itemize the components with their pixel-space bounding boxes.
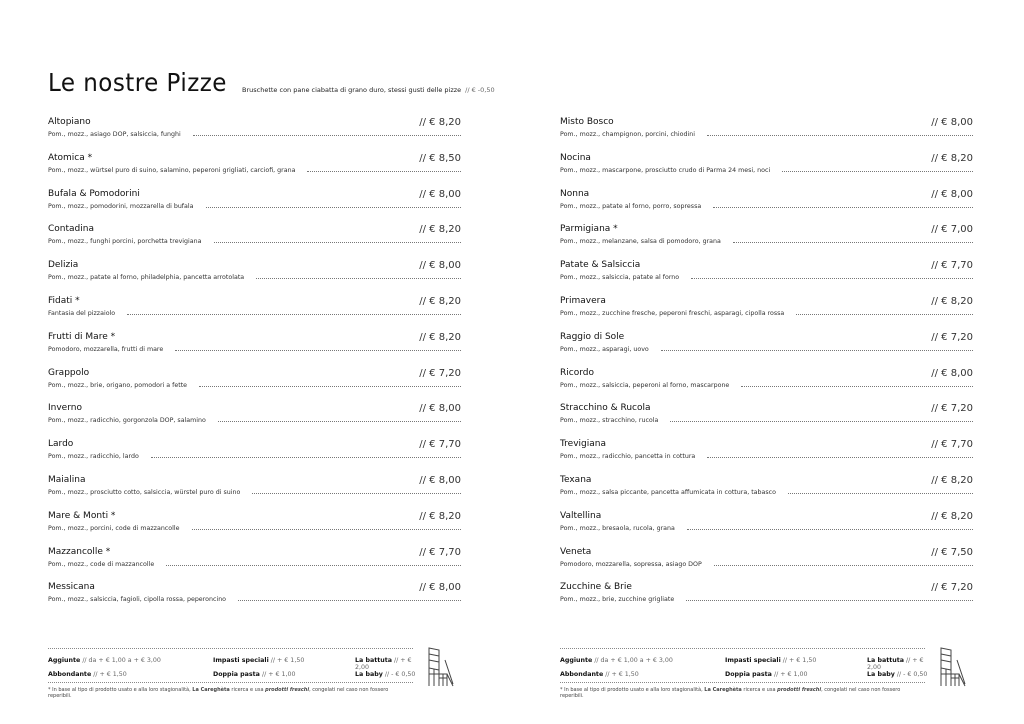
pizza-ingredients: Pom., mozz., radicchio, gorgonzola DOP, salamino: [48, 417, 206, 425]
pizza-price: // € 8,20: [419, 510, 461, 522]
pizza-price: // € 8,20: [419, 295, 461, 307]
pizza-price: // € 7,70: [931, 439, 973, 451]
pizza-price: // € 8,00: [419, 403, 461, 415]
pizza-ingredients: Pom., mozz., champignon, porcini, chiodini: [560, 131, 695, 138]
extra-label: La baby: [867, 671, 895, 678]
pizza-price: // € 8,20: [419, 117, 461, 128]
pizza-description-row: [560, 453, 973, 460]
dotted-leader: [796, 314, 973, 315]
pizza-name: Frutti di Mare *: [48, 331, 116, 342]
extra-item: [560, 657, 725, 671]
pizza-item: [560, 511, 973, 547]
pizza-ingredients: Pom., mozz., mascarpone, prosciutto crudo di Parma 24 mesi, noci: [560, 166, 771, 174]
extra-item: [355, 671, 425, 678]
pizza-item: [560, 117, 973, 153]
pizza-ingredients: Pom., mozz., melanzane, salsa di pomodoro, grana: [560, 238, 721, 246]
pizza-name: Fidati *: [48, 295, 80, 306]
pizza-name: Grappolo: [48, 367, 90, 378]
bruschette-note: [242, 86, 495, 94]
footnote-text: ricerca e usa: [229, 687, 266, 693]
pizza-name: Patate & Salsiccia: [560, 260, 641, 271]
extra-label: La battuta: [355, 657, 392, 664]
pizza-price: // € 7,70: [419, 546, 461, 558]
pizza-description-row: [560, 596, 973, 603]
pizza-price: // € 8,00: [419, 260, 461, 272]
pizza-description-row: [48, 167, 461, 174]
pizza-item: [560, 368, 973, 404]
pizza-item: [48, 260, 461, 296]
pizza-name: Messicana: [48, 582, 95, 593]
pizza-name: Atomica *: [48, 152, 93, 163]
extras-grid: [560, 649, 960, 682]
extra-item: [867, 671, 937, 678]
pizza-name: Altopiano: [48, 117, 91, 127]
dotted-leader: [199, 386, 461, 387]
pizza-ingredients: Pom., mozz., pomodorini, mozzarella di bufala: [48, 202, 194, 210]
dotted-leader: [151, 457, 461, 458]
pizza-item: [48, 117, 461, 153]
pizza-item: [48, 224, 461, 260]
pizza-name: Misto Bosco: [560, 117, 614, 127]
extra-label: Abbondante: [48, 671, 92, 678]
footnote-text: ricerca e usa: [741, 687, 778, 693]
extra-price: // da + € 1,00 a + € 3,00: [594, 657, 673, 664]
pizza-price: // € 7,20: [931, 403, 973, 415]
pizza-ingredients: Pomodoro, mozzarella, sopressa, asiago DOP: [560, 560, 702, 568]
pizza-description-row: [48, 131, 461, 138]
extra-item: [213, 657, 355, 671]
footnote-text: * In base al tipo di prodotto usato e alla loro stagionalità,: [48, 687, 193, 693]
dotted-leader: [691, 278, 973, 279]
pizza-price: // € 7,00: [931, 224, 973, 236]
extra-price: // + € 1,50: [270, 657, 305, 664]
pizza-description-row: [560, 489, 973, 496]
dotted-leader: [175, 350, 461, 351]
pizza-ingredients: Pom., mozz., prosciutto cotto, salsiccia, würstel puro di suino: [48, 488, 241, 496]
dotted-leader: [192, 529, 462, 530]
menu-column-left: [48, 117, 461, 618]
dotted-leader: [713, 207, 973, 208]
pizza-ingredients: Pom., mozz., radicchio, lardo: [48, 453, 139, 461]
dotted-leader: [686, 600, 973, 601]
dotted-leader: [238, 600, 461, 601]
footnote-text: , congelati nel caso non fossero reperibili.: [560, 687, 901, 699]
footnote-text: , congelati nel caso non fossero reperibili.: [48, 687, 389, 699]
pizza-name: Delizia: [48, 260, 79, 271]
pizza-name: Contadina: [48, 224, 94, 235]
pizza-ingredients: Pom., mozz., porcini, code di mazzancolle: [48, 524, 180, 532]
pizza-item: [560, 260, 973, 296]
dotted-leader: [166, 565, 461, 566]
pizza-description-row: [560, 525, 973, 532]
pizza-price: // € 8,20: [931, 474, 973, 486]
pizza-description-row: [48, 561, 461, 568]
extra-price: // + € 1,50: [605, 671, 639, 678]
chair-icon: [937, 646, 969, 688]
pizza-ingredients: Pom., mozz., asiago DOP, salsiccia, funghi: [48, 131, 181, 138]
extra-label: La baby: [355, 671, 383, 678]
pizza-description-row: [560, 382, 973, 389]
dotted-leader: [214, 242, 461, 243]
pizza-price: // € 7,20: [931, 582, 973, 594]
pizza-description-row: [560, 131, 973, 138]
pizza-item: [560, 296, 973, 332]
dotted-leader: [661, 350, 973, 351]
dotted-leader: [707, 457, 973, 458]
extra-price: // + € 1,00: [261, 671, 296, 678]
pizza-description-row: [48, 203, 461, 210]
pizza-price: // € 8,00: [419, 582, 461, 594]
chair-icon: [425, 646, 457, 688]
extra-price: // + € 1,50: [782, 657, 817, 664]
pizza-price: // € 8,20: [419, 224, 461, 236]
pizza-price: // € 8,00: [931, 188, 973, 200]
pizza-ingredients: Pom., mozz., salsiccia, patate al forno: [560, 274, 680, 282]
extra-item: [213, 671, 355, 678]
pizza-item: [48, 296, 461, 332]
pizza-price: // € 7,20: [419, 367, 461, 379]
pizza-ingredients: Pom., mozz., stracchino, rucola: [560, 417, 659, 425]
pizza-description-row: [48, 596, 461, 603]
dotted-leader: [256, 278, 461, 279]
pizza-item: [48, 403, 461, 439]
fresh-products: prodotti freschi: [265, 687, 310, 693]
extra-label: La battuta: [867, 657, 904, 664]
pizza-ingredients: Pom., mozz., salsiccia, peperoni al forno, mascarpone: [560, 381, 730, 389]
pizza-name: Veneta: [560, 546, 592, 557]
pizza-ingredients: Pom., mozz., salsa piccante, pancetta affumicata in cottura, tabasco: [560, 488, 776, 496]
dotted-leader: [127, 314, 461, 315]
pizza-price: // € 8,50: [419, 152, 461, 164]
extra-price: // + € 2,00: [355, 657, 412, 671]
pizza-item: [560, 547, 973, 583]
pizza-item: [48, 153, 461, 189]
extra-item: [725, 671, 867, 678]
extra-label: Abbondante: [560, 671, 604, 678]
pizza-description-row: [560, 346, 973, 353]
pizza-name: Bufala & Pomodorini: [48, 188, 140, 199]
pizza-ingredients: Pom., mozz., code di mazzancolle: [48, 560, 155, 568]
extra-item: [560, 671, 725, 678]
extra-price: // + € 1,50: [93, 671, 127, 678]
extra-label: Doppia pasta: [725, 671, 772, 678]
pizza-ingredients: Pom., mozz., brie, zucchine grigliate: [560, 596, 675, 604]
dotted-leader: [733, 242, 973, 243]
pizza-price: // € 8,20: [931, 510, 973, 522]
pizza-name: Lardo: [48, 439, 74, 450]
pizza-item: [48, 189, 461, 225]
extra-price: // - € 0,50: [896, 671, 928, 678]
pizza-item: [560, 332, 973, 368]
pizza-name: Zucchine & Brie: [560, 582, 632, 593]
pizza-item: [48, 582, 461, 618]
dotted-leader: [218, 421, 461, 422]
dotted-leader: [687, 529, 973, 530]
pizza-description-row: [560, 203, 973, 210]
pizza-item: [48, 332, 461, 368]
menu-column-right: [560, 117, 973, 618]
pizza-name: Parmigiana *: [560, 224, 618, 235]
page-title: Le nostre Pizze: [48, 68, 227, 97]
pizza-price: // € 7,70: [931, 260, 973, 272]
pizza-name: Nocina: [560, 152, 591, 163]
dotted-leader: [670, 421, 973, 422]
pizza-name: Inverno: [48, 403, 82, 414]
pizza-item: [560, 224, 973, 260]
pizza-item: [560, 475, 973, 511]
fresh-products: prodotti freschi: [777, 687, 822, 693]
pizza-item: [560, 403, 973, 439]
pizza-price: // € 8,00: [931, 117, 973, 128]
pizza-item: [560, 582, 973, 618]
dotted-leader: [193, 135, 461, 136]
pizza-price: // € 8,20: [419, 331, 461, 343]
pizza-price: // € 7,70: [419, 439, 461, 451]
pizza-ingredients: Pom., mozz., asparagi, uovo: [560, 345, 649, 353]
dotted-leader: [707, 135, 973, 136]
extra-item: [48, 671, 213, 678]
pizza-description-row: [560, 561, 973, 568]
pizza-item: [48, 475, 461, 511]
pizza-name: Valtellina: [560, 510, 602, 521]
footer-right: [560, 648, 960, 699]
extras-grid: [48, 649, 448, 682]
pizza-description-row: [48, 489, 461, 496]
pizza-name: Stracchino & Rucola: [560, 403, 651, 414]
pizza-name: Primavera: [560, 295, 606, 306]
pizza-name: Ricordo: [560, 367, 594, 378]
pizza-item: [48, 547, 461, 583]
pizza-description-row: [48, 417, 461, 424]
pizza-description-row: [560, 274, 973, 281]
dotted-leader: [782, 171, 973, 172]
pizza-item: [560, 153, 973, 189]
pizza-ingredients: Pom., mozz., würtsel puro di suino, salamino, peperoni grigliati, carciofi, grana: [48, 166, 296, 174]
pizza-price: // € 7,50: [931, 546, 973, 558]
pizza-description-row: [48, 382, 461, 389]
pizza-description-row: [48, 453, 461, 460]
pizza-name: Texana: [560, 474, 592, 485]
pizza-price: // € 8,00: [419, 188, 461, 200]
pizza-ingredients: Pom., mozz., salsiccia, fagioli, cipolla rossa, peperoncino: [48, 596, 227, 604]
footnote: [560, 682, 925, 699]
pizza-name: Mare & Monti *: [48, 510, 116, 521]
pizza-name: Mazzancolle *: [48, 546, 111, 557]
pizza-ingredients: Pom., mozz., patate al forno, porro, sopressa: [560, 202, 702, 210]
pizza-description-row: [560, 417, 973, 424]
pizza-ingredients: Pomodoro, mozzarella, frutti di mare: [48, 345, 164, 353]
footnote: [48, 682, 413, 699]
pizza-description-row: [560, 238, 973, 245]
extra-label: Impasti speciali: [213, 657, 269, 664]
dotted-leader: [788, 493, 973, 494]
extra-label: Doppia pasta: [213, 671, 260, 678]
pizza-ingredients: Pom., mozz., patate al forno, philadelphia, pancetta arrotolata: [48, 274, 245, 282]
pizza-price: // € 7,20: [931, 331, 973, 343]
pizza-price: // € 8,20: [931, 152, 973, 164]
bruschette-price: // € -0,50: [465, 86, 495, 94]
pizza-price: // € 8,00: [419, 474, 461, 486]
dotted-leader: [252, 493, 461, 494]
pizza-name: Trevigiana: [560, 439, 606, 450]
pizza-item: [48, 439, 461, 475]
pizza-description-row: [48, 238, 461, 245]
pizza-item: [48, 511, 461, 547]
pizza-price: // € 8,20: [931, 295, 973, 307]
pizza-item: [560, 189, 973, 225]
brand-name: La Careghèta: [704, 687, 742, 693]
footnote-text: * In base al tipo di prodotto usato e alla loro stagionalità,: [560, 687, 705, 693]
pizza-ingredients: Pom., mozz., zucchine fresche, peperoni freschi, asparagi, cipolla rossa: [560, 309, 785, 317]
pizza-description-row: [48, 346, 461, 353]
pizza-item: [48, 368, 461, 404]
pizza-description-row: [560, 310, 973, 317]
bruschette-text: Bruschette con pane ciabatta di grano duro, stessi gusti delle pizze: [242, 86, 462, 94]
pizza-ingredients: Pom., mozz., radicchio, pancetta in cottura: [560, 453, 696, 461]
extra-item: [355, 657, 425, 671]
pizza-description-row: [560, 167, 973, 174]
extra-label: Aggiunte: [560, 657, 593, 664]
dotted-leader: [714, 565, 973, 566]
pizza-description-row: [48, 310, 461, 317]
pizza-price: // € 8,00: [931, 367, 973, 379]
dotted-leader: [206, 207, 462, 208]
brand-name: La Careghèta: [192, 687, 230, 693]
pizza-description-row: [48, 525, 461, 532]
footer-left: [48, 648, 448, 699]
pizza-name: Raggio di Sole: [560, 331, 625, 342]
extra-label: Impasti speciali: [725, 657, 781, 664]
extra-price: // da + € 1,00 a + € 3,00: [82, 657, 161, 664]
pizza-name: Maialina: [48, 474, 86, 485]
extra-item: [725, 657, 867, 671]
pizza-item: [560, 439, 973, 475]
pizza-ingredients: Pom., mozz., funghi porcini, porchetta trevigiana: [48, 238, 202, 246]
extra-item: [48, 657, 213, 671]
extra-price: // + € 1,00: [773, 671, 808, 678]
pizza-ingredients: Fantasia del pizzaiolo: [48, 309, 116, 317]
dotted-leader: [741, 386, 973, 387]
pizza-ingredients: Pom., mozz., bresaola, rucola, grana: [560, 524, 675, 532]
extra-price: // - € 0,50: [384, 671, 416, 678]
extra-item: [867, 657, 937, 671]
extra-label: Aggiunte: [48, 657, 81, 664]
pizza-ingredients: Pom., mozz., brie, origano, pomodori a fette: [48, 381, 188, 389]
pizza-description-row: [48, 274, 461, 281]
pizza-name: Nonna: [560, 188, 590, 199]
dotted-leader: [307, 171, 461, 172]
extra-price: // + € 2,00: [867, 657, 924, 671]
